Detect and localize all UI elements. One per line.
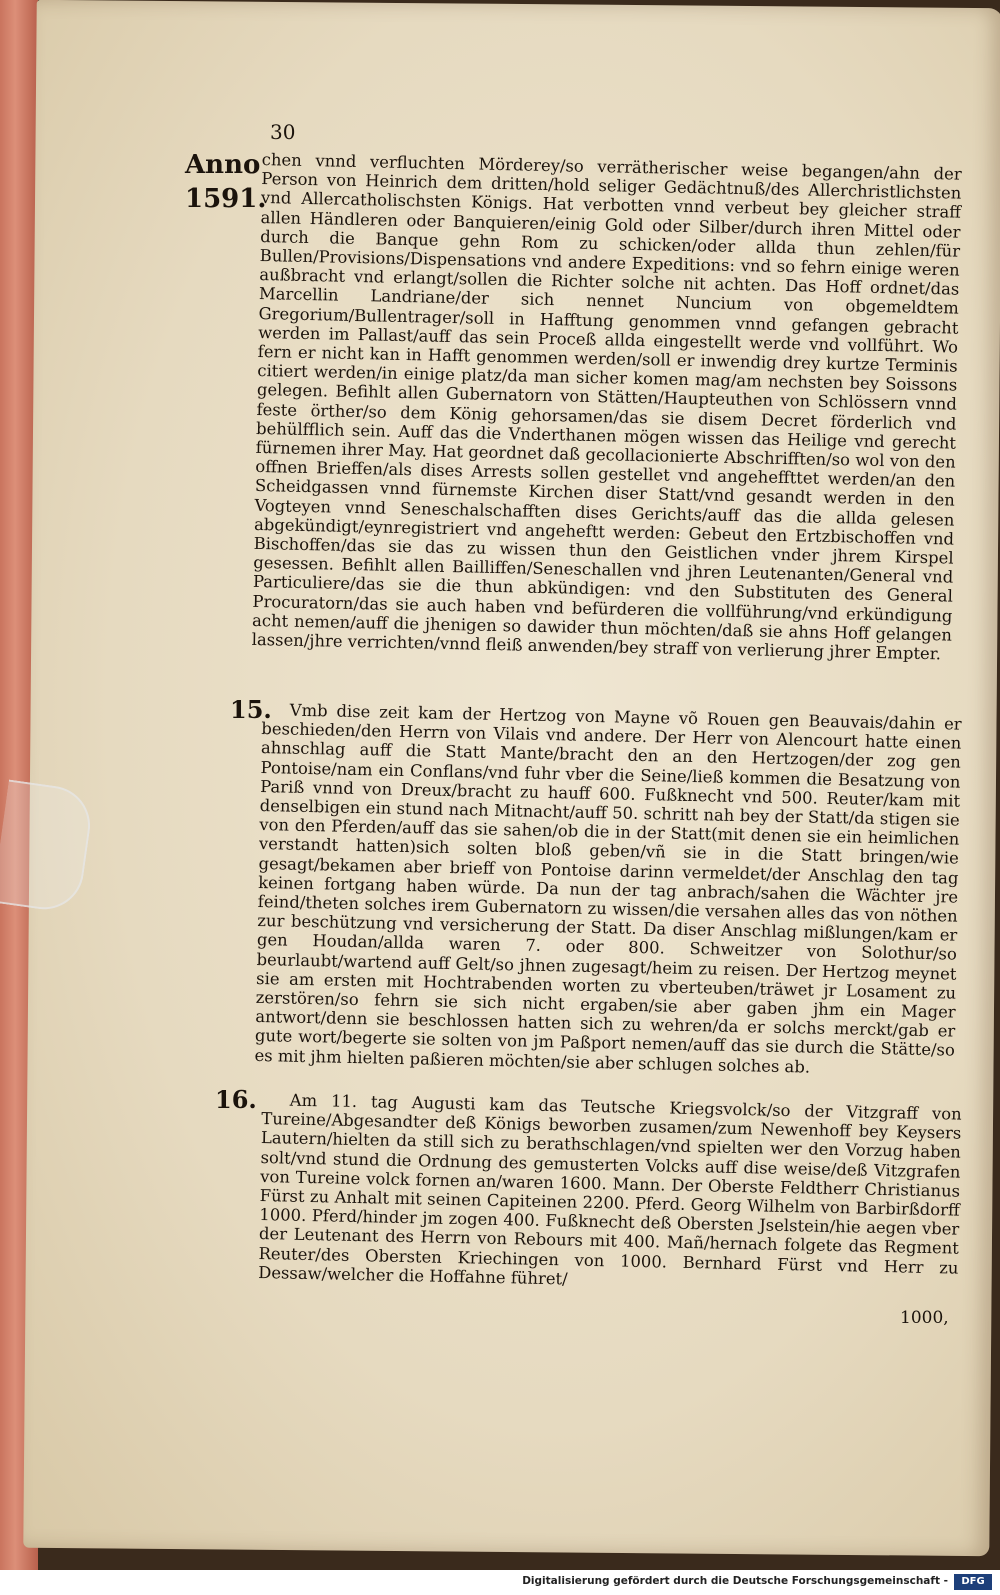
margin-number-15: 15. <box>230 695 272 724</box>
margin-year: 1591. <box>185 184 267 214</box>
paragraph-2 <box>254 700 961 1079</box>
paragraph-text: Am 11. tag Augusti kam das Teutsche Kriegsvolck/so der Vitzgraff von Tureine/Abgesandter deß Königs beworben zusamen/zum Newenhoff bey Keysers Lautern/hielten da still sich zu berathschlagen/vnd spielten wer den Vorzug haben solt/vnd stund die Ordnung des gemusterten Volcks auff dise weise/deß Vitzgrafen von Tureine volck fornen an/waren 1600. Mann. Der Oberste Feldtherr Christianus Fürst zu Anhalt mit seinen Capiteinen 2200. Pferd. Georg Wilhelm von Barbirßdorff 1000. Pferd/hinder jm zogen 400. Fußknecht deß Obersten Jselstein/hie aegen vber der Leutenant des Herrn von Rebours mit 400. Mañ/hernach folgete das Regment Reuter/des Obersten Kriechingen von 1000. Bernhard Fürst vnd Herr zu Dessaw/welcher die Hoffahne führet/ <box>257 1090 962 1289</box>
paragraph-text: chen vnnd verfluchten Mörderey/so verrätherischer weise begangen/ahn der Person von Heinrich dem dritten/hold seliger Gedächtnuß/des Allerchristlichsten vnd Allercatholischsten Königs. Hat verbotten vnnd verbeut bey gleicher straff allen Händleren oder Banquieren/einig Gold oder Silber/durch ihren Mittel oder durch die Banque gehn Rom zu schicken/oder allda thun zehlen/für Bullen/Provisions/Dispensations vnd andere Expeditions: vnd so fehrn einige weren außbracht vnd erlangt/sollen die Richter solche nit achten. Das Hoff ordnet/das Marcellin Landriane/der sich nennet Nuncium von obgemeldtem Gregorium/Bullentrager/soll in Hafftung genommen vnnd gefangen gebracht werden im Pallast/auff das sein Proceß allda eingestellt werde vnd vollführt. Wo fern er nicht kan in Hafft genommen werden/soll er inwendig drey kurtze Terminis citiert werden/in einige platz/da man sicher komen mag/am nechsten bey Soissons gelegen. Befihlt allen Gubernatorn von Stätten/Haupteuthen von Schlössern vnnd feste örther/so dem König gehorsamen/das sie disem Decret förderlich vnd behülfflich sein. Auff das die Vnderthanen mögen wissen das Heilige vnd gerecht fürnemen ihrer May. Hat geordnet daß gecollacionierte Abschrifften/so wol von den offnen Brieffen/als dises Arrests sollen gestellet vnd angeheffttet werden/an den Scheidgassen vnnd fürnemste Kirchen diser Statt/vnd gesandt werden in den Vogteyen vnnd Seneschalschafften dises Gerichts/auff das die allda gelesen abgekündigt/eynregistriert vnd angeheftt werden: Gebeut den Ertzbischoffen vnd Bischoffen/das sie das zu wissen thun den Geistlichen vnder jhrem Kirspel gesessen. Befihlt allen Bailliffen/Seneschallen vnd jhren Leutenanten/General vnd Particuliere/das sie die thun abkündigen: vnd den Substituten des General Procuratorn/das sie auch haben vnd befürderen die vollführung/vnd erkündigung acht nemen/auff die jhenigen so dawider thun möchten/daß sie ahns Hoff gelangen lassen/jhre verrichten/vnnd fleiß anwenden/bey straff von verlierung jhrer Empter. <box>251 150 962 664</box>
dfg-logo-icon: DFG <box>954 1574 992 1590</box>
footer-bar <box>0 1570 1000 1595</box>
margin-number-16: 16. <box>215 1085 257 1114</box>
paragraph-1 <box>252 150 962 664</box>
margin-anno: Anno <box>185 150 261 180</box>
margin-year-note <box>185 148 266 216</box>
funding-notice: Digitalisierung gefördert durch die Deutsche Forschungsgemeinschaft - <box>522 1575 948 1587</box>
paragraph-3 <box>258 1090 962 1297</box>
paragraph-text: Vmb dise zeit kam der Hertzog von Mayne võ Rouen gen Beauvais/dahin er beschieden/den Herrn von Vilais vnd andere. Der Herr von Alencourt hatte einen ahnschlag auff die Statt Mante/bracht den an den Hertzogen/der zog gen Pontoise/nam ein Conflans/vnd fuhr vber die Seine/ließ kommen die Besatzung von Pariß vnnd von Dreux/bracht zu hauff 600. Fußknecht vnd 500. Reuter/kam mit denselbigen ein stund nach Mitnacht/auff 50. schritt nah bey der Statt/da stigen sie von den Pferden/auff das sie sahen/ob die in der Statt(mit denen sie ein heimlichen verstandt hatten)sich solten bloß geben/vñ sie in die Statt bringen/wie gesagt/bekamen aber brieff von Pontoise darinn vermeldet/der Anschlag den tag keinen fortgang haben würde. Da nun der tag anbrach/sahen die Wächter jre feind/theten solches irem Gubernatorn zu wissen/die versahen alles das von nöthen zur beschützung vnd versicherung der Statt. Da diser Anschlag mißlungen/kam er gen Houdan/allda waren 7. oder 800. Schweitzer von Solothur/so beurlaubt/wartend auff Gelt/so jhnen zugesagt/heim zu reisen. Der Hertzog meynet sie am ersten mit Hochtrabenden worten zu vberteuben/träwet jr Losament zu zerstören/so fehrn sie sich nicht ergaben/sie aber gaben jhm ein Mager antwort/denn sie beschlossen hatten sich zu wehren/da er solchs merckt/gab er gute wort/begerte sie solten von jm Paßport nemen/auff das sie durch die Stätte/so es mit jhm hielten paßieren möchten/sie aber schlugen solches ab. <box>254 700 962 1077</box>
catchword: 1000, <box>900 1308 949 1328</box>
folio-number: 30 <box>270 120 296 144</box>
